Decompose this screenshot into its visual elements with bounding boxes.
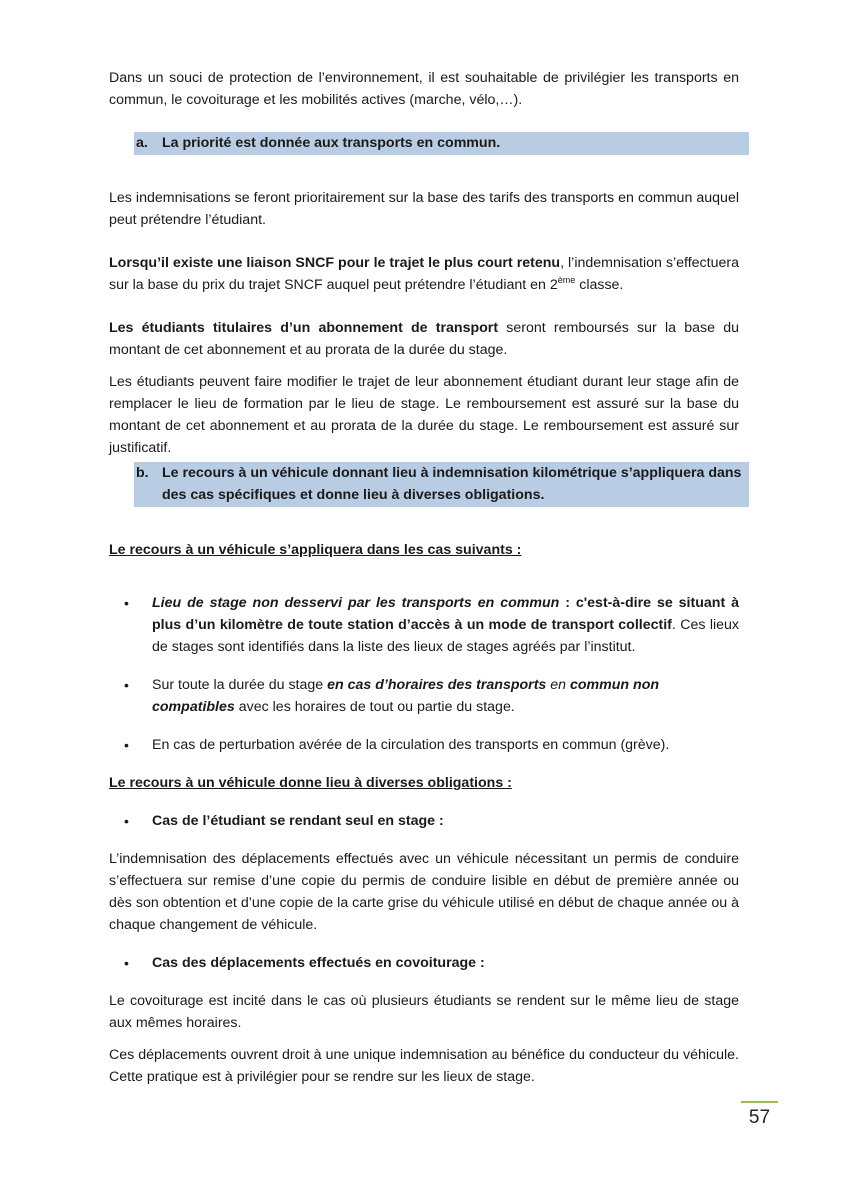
bullet-horaires: [109, 674, 739, 718]
sncf-bold: Lorsqu’il existe une liaison SNCF pour le trajet le plus court retenu: [109, 255, 561, 271]
paragraph-tarifs: Les indemnisations se feront prioritairement sur la base des tarifs des transports en commun auquel peut prétendre l’étudiant.: [109, 190, 739, 228]
bullet-covoiturage: [109, 952, 739, 974]
paragraph-modifier-trajet: Les étudiants peuvent faire modifier le trajet de leur abonnement étudiant durant leur stage afin de remplacer le lieu de formation par le lieu de stage. Le remboursement est assuré sur la base du montant de cet abonnement et au prorata de la durée du stage. Le remboursement est assuré sur justificatif.: [109, 374, 739, 456]
bullet-dot-icon: •: [124, 955, 129, 971]
bullet2-text2: avec les horaires de tout ou partie du stage.: [234, 699, 515, 715]
bullet-etudiant-seul: [109, 810, 739, 832]
sncf-rest2: classe.: [575, 277, 624, 293]
paragraph-indemnisation-conducteur: Ces déplacements ouvrent droit à une unique indemnisation au bénéfice du conducteur du véhicule. Cette pratique est à privilégier pour se rendre sur les lieux de stage.: [109, 1047, 739, 1085]
page-content: [109, 67, 742, 1088]
bullet-lieu-non-desservi: [109, 592, 739, 658]
bullet2-italic: en: [546, 677, 570, 693]
paragraph-sncf: [109, 252, 739, 296]
bullet2-bold-italic1: en cas d’horaires des transports: [327, 677, 547, 693]
heading-b-text: Le recours à un véhicule donnant lieu à indemnisation kilométrique s’appliquera dans des cas spécifiques et donne lieu à diverses obligations.: [162, 465, 742, 503]
subheading-obligations: Le recours à un véhicule donne lieu à diverses obligations :: [109, 775, 512, 791]
bullet1-rest: . Ces lieux de stages sont identifiés dans la liste des lieux de stages agréés par l’institut.: [152, 617, 739, 655]
sncf-rest: , l’indemnisation s’effectuera sur la base du prix du trajet SNCF auquel peut prétendre l’étudiant en 2: [109, 255, 739, 293]
section-heading-b: [134, 462, 749, 507]
paragraph-abonnement: [109, 317, 739, 361]
abonnement-rest: seront remboursés sur la base du montant de cet abonnement et au prorata de la durée du stage.: [109, 320, 739, 358]
heading-a-text: La priorité est donnée aux transports en commun.: [162, 135, 501, 151]
section-heading-a: [134, 132, 749, 155]
subheading-cas-suivants: Le recours à un véhicule s’appliquera dans les cas suivants :: [109, 542, 522, 558]
page-number: 57: [741, 1101, 778, 1133]
bullet-perturbation: [109, 734, 739, 756]
intro-paragraph: Dans un souci de protection de l’environnement, il est souhaitable de privilégier les transports en commun, le covoiturage et les mobilités actives (marche, vélo,…).: [109, 70, 739, 108]
bullet-dot-icon: •: [124, 595, 129, 611]
bullet2-bold-italic2: commun non compatibles: [152, 677, 660, 715]
heading-a-label: a.: [136, 135, 148, 151]
paragraph-permis: L’indemnisation des déplacements effectués avec un véhicule nécessitant un permis de conduire s’effectuera sur remise d’une copie du permis de conduire lisible en début de première année ou dès son obtention et d’une copie de la carte grise du véhicule utilisé en début de chaque année ou à chaque changement de véhicule.: [109, 851, 739, 933]
bullet-dot-icon: •: [124, 737, 129, 753]
bullet4-text: Cas de l’étudiant se rendant seul en stage :: [152, 813, 444, 829]
bullet-dot-icon: •: [124, 677, 129, 693]
paragraph-covoiturage-incite: Le covoiturage est incité dans le cas où plusieurs étudiants se rendent sur le même lieu de stage aux mêmes horaires.: [109, 993, 739, 1031]
bullet2-text1: Sur toute la durée du stage: [152, 677, 328, 693]
bullet1-bold-italic: Lieu de stage non desservi par les transports en commun: [152, 595, 560, 611]
abonnement-bold: Les étudiants titulaires d’un abonnement de transport: [109, 320, 499, 336]
bullet5-text: Cas des déplacements effectués en covoiturage :: [152, 955, 485, 971]
heading-b-label: b.: [136, 465, 149, 481]
bullet-dot-icon: •: [124, 813, 129, 829]
sncf-sup: ème: [557, 275, 576, 285]
bullet1-bold: : c'est-à-dire se situant à plus d’un kilomètre de toute station d’accès à un mode de transport collectif: [152, 595, 739, 633]
bullet3-text: En cas de perturbation avérée de la circulation des transports en commun (grève).: [152, 737, 670, 753]
